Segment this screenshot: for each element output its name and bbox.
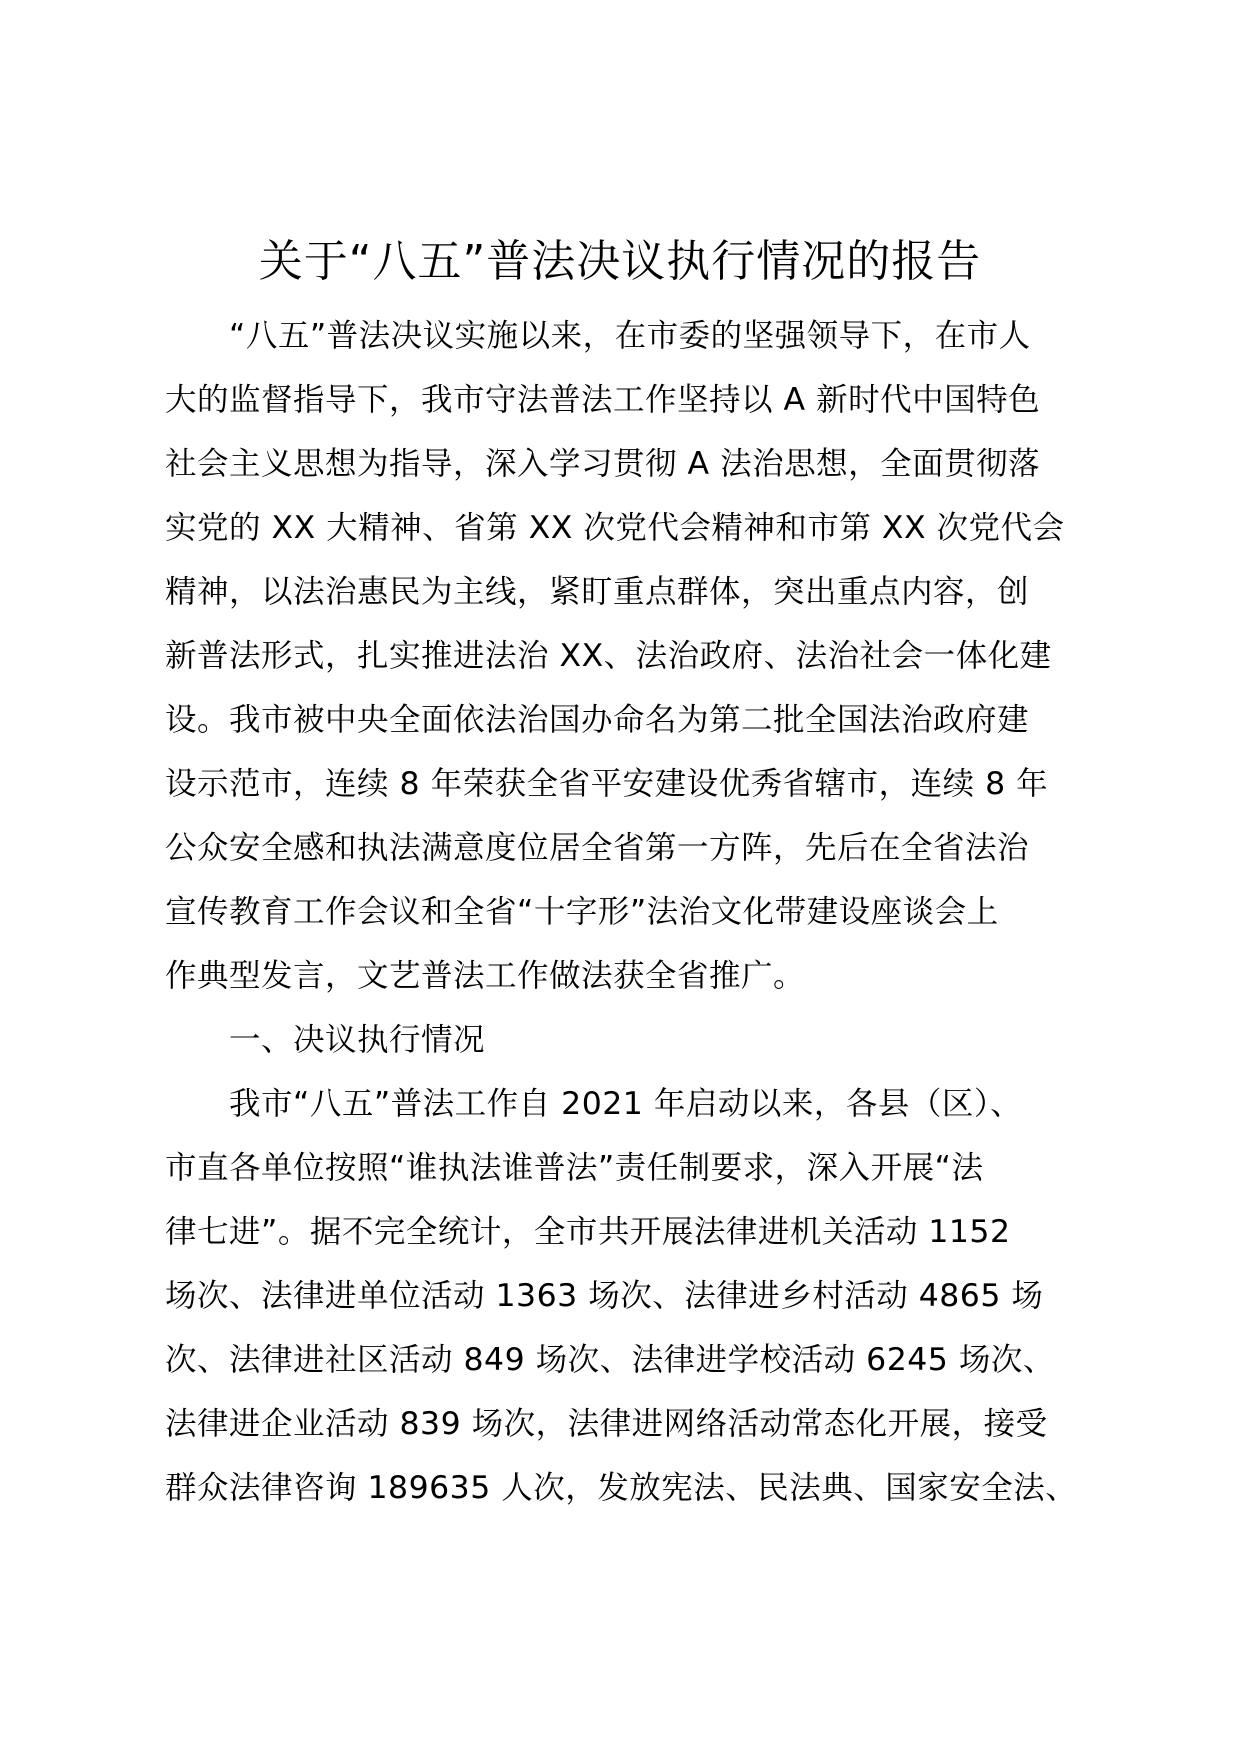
paragraph-line: 作典型发言，文艺普法工作做法获全省推广。 xyxy=(165,958,806,994)
paragraph-line: 宣传教育工作会议和全省“十字形”法治文化带建设座谈会上 xyxy=(165,894,999,930)
paragraph-line: 大的监督指导下，我市守法普法工作坚持以 A 新时代中国特色 xyxy=(165,382,1041,418)
paragraph-line: 新普法形式，扎实推进法治 XX、法治政府、法治社会一体化建 xyxy=(165,638,1052,674)
section-heading: 一、决议执行情况 xyxy=(229,1022,486,1058)
paragraph-line: “八五”普法决议实施以来，在市委的坚强领导下，在市人 xyxy=(229,318,1031,354)
paragraph-line: 社会主义思想为指导，深入学习贯彻 A 法治思想，全面贯彻落 xyxy=(165,446,1041,482)
paragraph-line: 公众安全感和执法满意度位居全省第一方阵，先后在全省法治 xyxy=(165,830,1030,866)
paragraph-line: 市直各单位按照“谁执法谁普法”责任制要求，深入开展“法 xyxy=(165,1150,984,1186)
paragraph-line: 群众法律咨询 189635 人次，发放宪法、民法典、国家安全法、 xyxy=(165,1470,1078,1506)
paragraph-line: 次、法律进社区活动 849 场次、法律进学校活动 6245 场次、 xyxy=(165,1342,1055,1378)
paragraph-line: 我市“八五”普法工作自 2021 年启动以来，各县（区）、 xyxy=(229,1086,1023,1122)
paragraph-line: 实党的 XX 大精神、省第 XX 次党代会精神和市第 XX 次党代会 xyxy=(165,510,1065,546)
paragraph-line: 精神，以法治惠民为主线，紧盯重点群体，突出重点内容，创 xyxy=(165,574,1030,610)
paragraph-line: 设。我市被中央全面依法治国办命名为第二批全国法治政府建 xyxy=(165,702,1030,738)
paragraph-line: 律七进”。据不完全统计，全市共开展法律进机关活动 1152 xyxy=(165,1214,1011,1250)
report-title: 关于“八五”普法决议执行情况的报告 xyxy=(258,236,982,287)
paragraph-line: 法律进企业活动 839 场次，法律进网络活动常态化开展，接受 xyxy=(165,1406,1048,1442)
report-body xyxy=(165,304,1095,1520)
paragraph-line: 场次、法律进单位活动 1363 场次、法律进乡村活动 4865 场 xyxy=(165,1278,1044,1314)
paragraph-line: 设示范市，连续 8 年荣获全省平安建设优秀省辖市，连续 8 年 xyxy=(165,766,1049,802)
